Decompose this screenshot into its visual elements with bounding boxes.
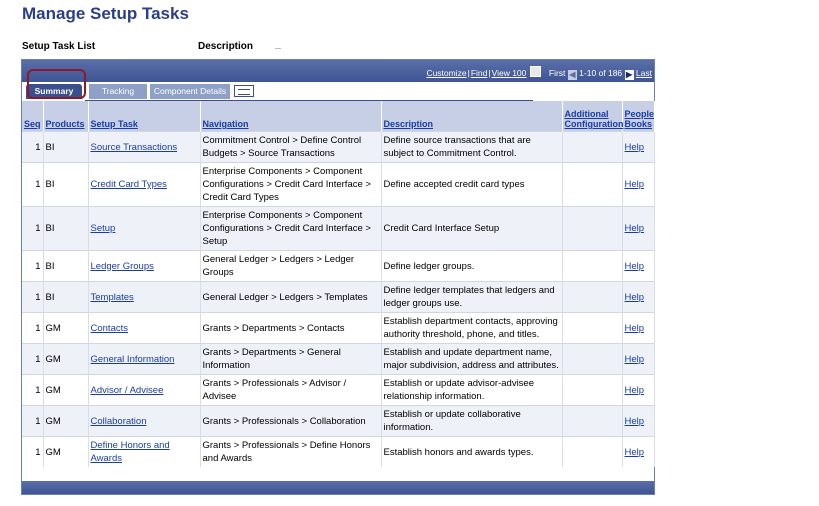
help-link[interactable]: Help (624, 223, 645, 234)
cell-navigation: General Ledger > Ledgers > Templates (200, 282, 381, 313)
setup-task-cell (88, 251, 200, 282)
setup-task-link[interactable]: General Information (90, 353, 175, 365)
cell-additional-configuration (562, 251, 622, 282)
setup-task-link[interactable]: Ledger Groups (90, 260, 154, 272)
cell-description: Define ledger templates that ledgers and ledger groups use. (381, 282, 562, 313)
setup-task-link[interactable]: Advisor / Advisee (90, 384, 164, 396)
setup-task-cell (88, 132, 200, 163)
cell-seq: 1 (22, 313, 43, 344)
setup-task-cell (88, 282, 200, 313)
cell-navigation: Grants > Departments > General Information (200, 344, 381, 375)
cell-navigation: Grants > Professionals > Collaboration (200, 406, 381, 437)
cell-navigation: Enterprise Components > Component Configurations > Credit Card Interface > Setup (200, 207, 381, 251)
cell-product: GM (43, 437, 88, 468)
cell-seq: 1 (22, 207, 43, 251)
setup-task-link[interactable]: Setup (90, 223, 116, 234)
grid-footer-bar (22, 481, 654, 494)
cell-seq: 1 (22, 437, 43, 468)
cell-seq: 1 (22, 375, 43, 406)
next-arrow-icon[interactable]: ▶ (625, 70, 633, 79)
cell-product: GM (43, 375, 88, 406)
cell-description: Define source transactions that are subject to Commitment Control. (381, 132, 562, 163)
cell-additional-configuration (562, 344, 622, 375)
column-header-people-books[interactable]: People Books (622, 101, 654, 132)
cell-navigation: Grants > Professionals > Define Honors and Awards (200, 437, 381, 468)
help-cell (622, 375, 654, 406)
help-link[interactable]: Help (624, 260, 645, 272)
setup-task-list-label: Setup Task List (22, 41, 96, 52)
cell-product: GM (43, 406, 88, 437)
setup-task-link[interactable]: Define Honors and Awards (90, 440, 170, 464)
cell-description: Establish honors and awards types. (381, 437, 562, 468)
help-cell (622, 251, 654, 282)
cell-seq: 1 (22, 132, 43, 163)
help-cell (622, 313, 654, 344)
help-link[interactable]: Help (624, 179, 645, 190)
help-cell (622, 406, 654, 437)
help-cell (622, 163, 654, 207)
cell-navigation: Grants > Professionals > Advisor / Advisee (200, 375, 381, 406)
column-header-products[interactable]: Products (43, 101, 88, 132)
table-row (22, 375, 654, 406)
help-link[interactable]: Help (624, 446, 645, 458)
cell-additional-configuration (562, 282, 622, 313)
setup-task-cell (88, 207, 200, 251)
cell-description: Define accepted credit card types (381, 163, 562, 207)
previous-arrow-icon[interactable]: ◀ (569, 70, 576, 79)
show-all-columns-icon[interactable] (234, 85, 254, 97)
divider (275, 48, 281, 49)
help-link[interactable]: Help (624, 353, 645, 365)
cell-product: GM (43, 313, 88, 344)
grid-tabs (22, 82, 654, 100)
cell-additional-configuration (562, 132, 622, 163)
help-link[interactable]: Help (624, 291, 645, 303)
setup-task-link[interactable]: Templates (90, 291, 134, 303)
grid-navigation-bar (22, 60, 654, 82)
cell-product: BI (43, 282, 88, 313)
cell-additional-configuration (562, 437, 622, 468)
page-title: Manage Setup Tasks (22, 4, 189, 23)
table-row (22, 251, 654, 282)
cell-product: GM (43, 344, 88, 375)
find-link[interactable]: Find (470, 68, 488, 78)
last-link[interactable]: Last (635, 68, 652, 78)
setup-task-link[interactable]: Collaboration (90, 415, 147, 427)
setup-task-link[interactable]: Source Transactions (90, 141, 178, 153)
tab-summary[interactable]: Summary (26, 84, 82, 99)
table-row (22, 437, 654, 468)
cell-seq: 1 (22, 282, 43, 313)
help-cell (622, 132, 654, 163)
help-link[interactable]: Help (624, 415, 645, 427)
tab-tracking[interactable]: Tracking (89, 84, 147, 99)
help-link[interactable]: Help (624, 141, 645, 153)
setup-task-grid (21, 59, 655, 495)
table-row (22, 344, 654, 375)
row-range: 1-10 of 186 (579, 68, 623, 78)
spreadsheet-icon[interactable] (530, 66, 541, 77)
cell-description: Credit Card Interface Setup (381, 207, 562, 251)
description-label: Description (198, 41, 254, 52)
table-row (22, 406, 654, 437)
cell-seq: 1 (22, 344, 43, 375)
cell-navigation: General Ledger > Ledgers > Ledger Groups (200, 251, 381, 282)
help-link[interactable]: Help (624, 384, 645, 396)
grid-nav: Customize|Find|View 100 First ◀ 1-10 of 186 ▶ Last (426, 68, 652, 79)
column-header-additional-configuration[interactable]: Additional Configuration (562, 101, 622, 132)
table-row (22, 313, 654, 344)
cell-product: BI (43, 132, 88, 163)
setup-task-cell (88, 313, 200, 344)
help-cell (622, 437, 654, 468)
column-header-navigation[interactable]: Navigation (200, 101, 381, 132)
view-100-link[interactable]: View 100 (491, 68, 527, 78)
column-header-setup-task[interactable]: Setup Task (88, 101, 200, 132)
cell-description: Establish department contacts, approving authority threshold, phone, and titles. (381, 313, 562, 344)
cell-description: Establish and update department name, major subdivision, address and attributes. (381, 344, 562, 375)
cell-description: Establish or update collaborative information. (381, 406, 562, 437)
setup-task-cell (88, 375, 200, 406)
cell-additional-configuration (562, 207, 622, 251)
summary-tab-highlight (27, 69, 86, 99)
cell-additional-configuration (562, 406, 622, 437)
table-row (22, 132, 654, 163)
cell-product: BI (43, 207, 88, 251)
table-row (22, 207, 654, 251)
table-row (22, 163, 654, 207)
cell-seq: 1 (22, 251, 43, 282)
cell-description: Define ledger groups. (381, 251, 562, 282)
cell-product: BI (43, 251, 88, 282)
column-header-seq[interactable]: Seq (22, 101, 43, 132)
setup-task-cell (88, 344, 200, 375)
customize-link[interactable]: Customize (426, 68, 467, 78)
help-cell (622, 282, 654, 313)
cell-seq: 1 (22, 163, 43, 207)
setup-task-link[interactable]: Credit Card Types (90, 179, 167, 190)
cell-description: Establish or update advisor-advisee relationship information. (381, 375, 562, 406)
tasks-table (22, 101, 655, 467)
help-cell (622, 344, 654, 375)
table-row (22, 282, 654, 313)
cell-additional-configuration (562, 375, 622, 406)
setup-task-link[interactable]: Contacts (90, 322, 128, 334)
setup-task-cell (88, 437, 200, 468)
tab-component-details[interactable]: Component Details (150, 84, 230, 99)
cell-navigation: Commitment Control > Define Control Budgets > Source Transactions (200, 132, 381, 163)
cell-additional-configuration (562, 313, 622, 344)
cell-product: BI (43, 163, 88, 207)
setup-task-cell (88, 163, 200, 207)
first-label[interactable]: First (548, 68, 566, 78)
help-cell (622, 207, 654, 251)
column-header-description[interactable]: Description (381, 101, 562, 132)
help-link[interactable]: Help (624, 322, 645, 334)
cell-navigation: Enterprise Components > Component Configurations > Credit Card Interface > Credit Card Types (200, 163, 381, 207)
setup-task-cell (88, 406, 200, 437)
cell-additional-configuration (562, 163, 622, 207)
cell-seq: 1 (22, 406, 43, 437)
cell-navigation: Grants > Departments > Contacts (200, 313, 381, 344)
